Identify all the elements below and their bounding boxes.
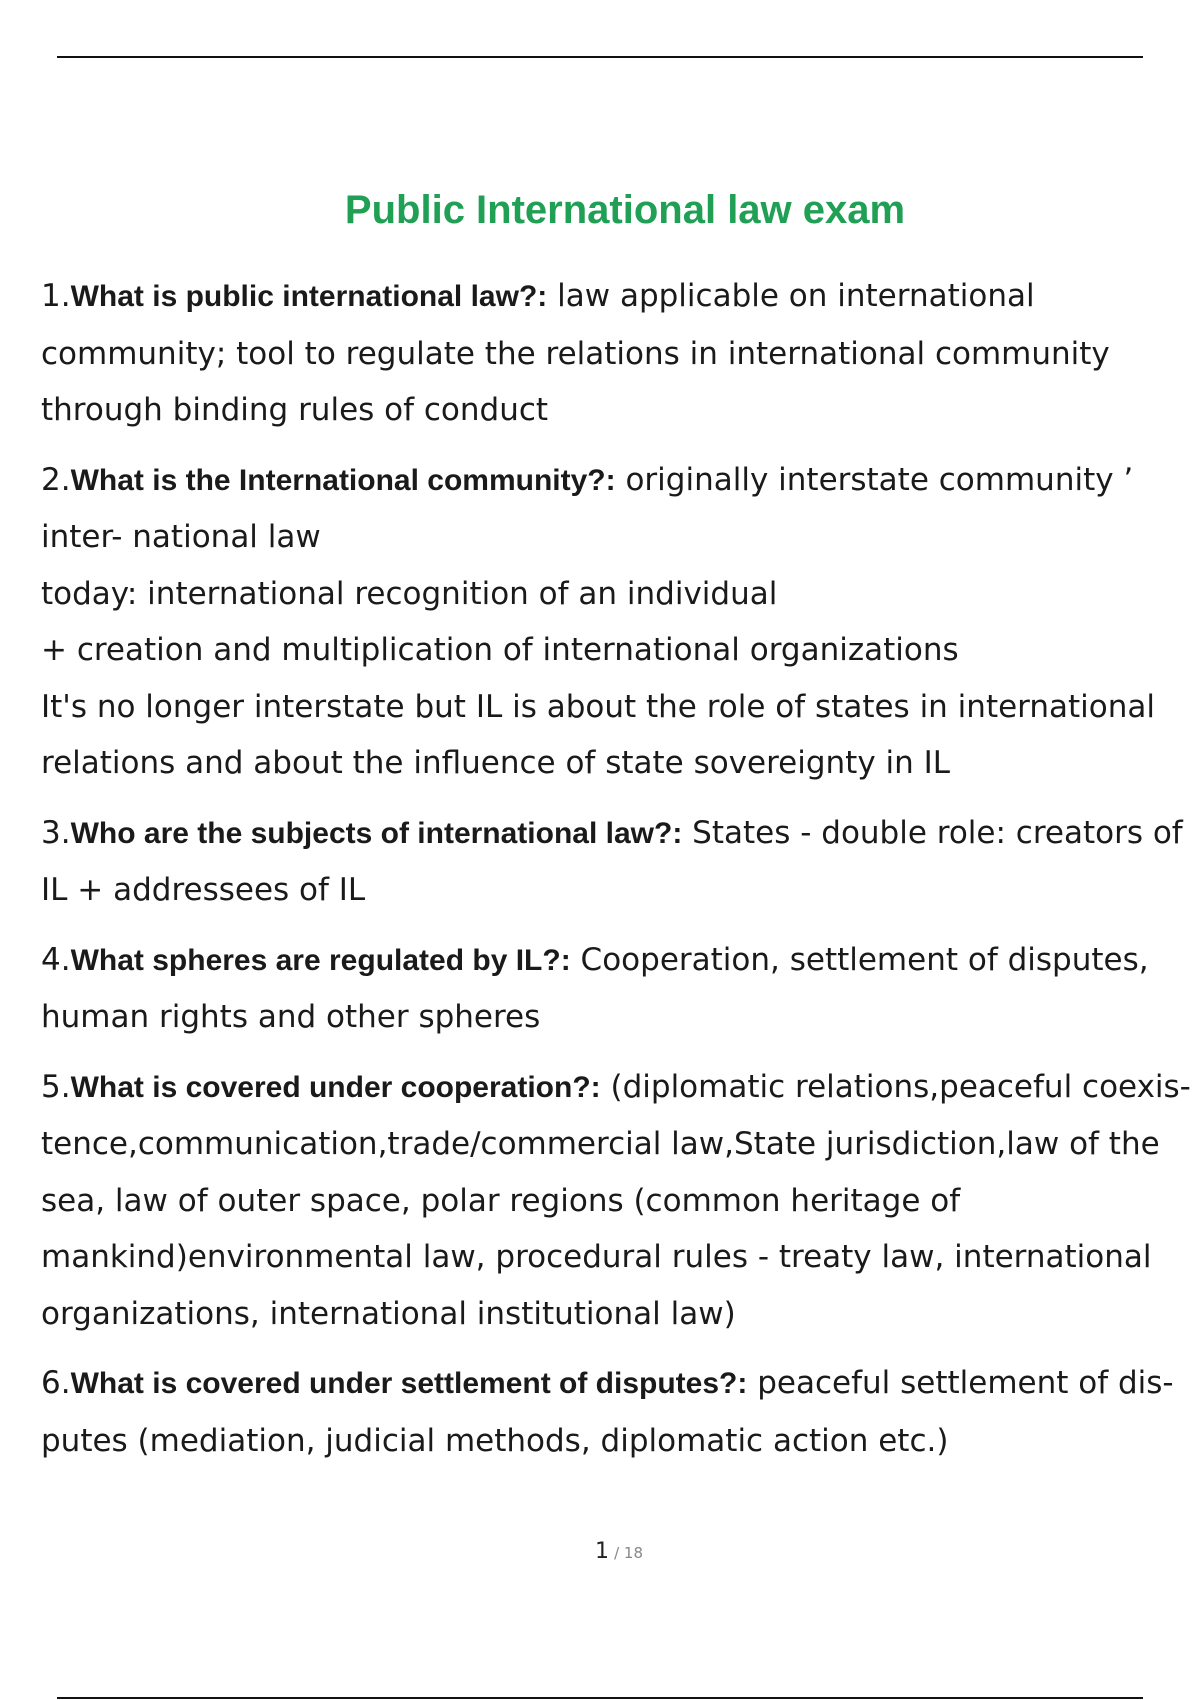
item-question: What is the International community?:	[70, 463, 616, 497]
item-answer: originally interstate community ’ inter- national law	[41, 461, 1134, 555]
item-answer: Cooperation, settlement of disputes, human rights and other spheres	[41, 941, 1149, 1035]
item-question: What spheres are regulated by IL?:	[70, 943, 571, 977]
qa-item	[41, 1355, 1191, 1469]
item-answer-line: today: international recognition of an individual	[41, 575, 778, 612]
item-number: 4.	[41, 941, 71, 978]
item-answer: States - double role: creators of IL + addressees of IL	[41, 814, 1183, 908]
document-title: Public International law exam	[344, 188, 906, 232]
qa-item	[41, 932, 1191, 1046]
item-question: What is public international law?:	[70, 280, 548, 313]
item-answer: peaceful settlement of dis- putes (mediation, judicial methods, diplomatic action etc.)	[41, 1365, 1174, 1459]
item-number: 1.	[41, 278, 71, 314]
qa-list	[41, 268, 1191, 1482]
item-number: 3.	[41, 814, 71, 851]
current-page: 1	[594, 1539, 609, 1564]
item-answer: law applicable on international community; tool to regulate the relations in international community through binding rules of conduct	[41, 278, 1110, 428]
total-pages: / 18	[614, 1544, 643, 1562]
qa-item	[41, 805, 1191, 919]
qa-item	[41, 268, 1191, 439]
qa-item	[41, 452, 1191, 792]
item-number: 2.	[41, 461, 71, 498]
page-indicator	[0, 1539, 1200, 1564]
item-question: What is covered under cooperation?:	[70, 1070, 601, 1104]
footer-rule	[57, 1697, 1143, 1699]
item-answer: (diplomatic relations,peaceful coexis- tence,communication,trade/commercial law,State jurisdiction,law of the sea, law of outer space, polar regions (common heritage of mankind)environmental law, procedural rules - treaty law, international organizations, international institutional law)	[41, 1068, 1191, 1332]
qa-item	[41, 1059, 1191, 1343]
item-question: What is covered under settlement of disputes?:	[70, 1367, 748, 1400]
item-question: Who are the subjects of international law?:	[70, 816, 683, 850]
item-number: 6.	[41, 1365, 71, 1401]
item-number: 5.	[41, 1068, 71, 1105]
header-rule	[57, 56, 1143, 58]
item-answer-line: + creation and multiplication of international organizations	[41, 632, 959, 668]
item-answer-line: It's no longer interstate but IL is about the role of states in international relations and about the influence of state sovereignty in IL	[41, 688, 1156, 781]
